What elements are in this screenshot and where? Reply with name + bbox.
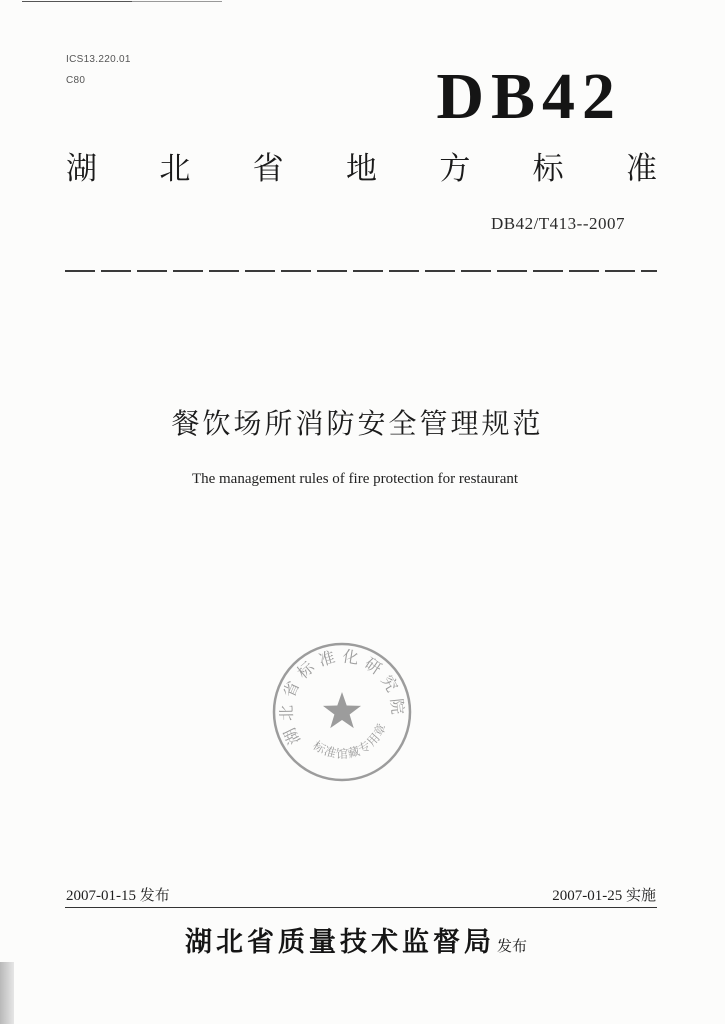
seal-bottom-text: 标准馆藏专用章 [310, 721, 389, 761]
ics-code: ICS13.220.01 [66, 54, 131, 65]
doc-type-char: 方 [439, 151, 471, 187]
scan-edge-shadow [0, 962, 14, 1024]
issue-label: 发布 [139, 888, 170, 904]
publisher-name: 湖北省质量技术监督局 [185, 927, 495, 958]
doc-type-char: 地 [345, 151, 377, 187]
doc-type-row [66, 150, 657, 188]
standard-code-logo: DB42 [436, 60, 622, 133]
doc-type-char: 省 [252, 151, 284, 187]
seal-top-text: 湖北省标准化研究院 [276, 646, 408, 748]
implement-date: 2007-01-25 [552, 888, 623, 904]
scan-edge-line [22, 1, 222, 2]
header-divider [65, 270, 657, 272]
library-seal [267, 637, 417, 787]
issue-date: 2007-01-15 [66, 888, 136, 904]
doc-type-char: 准 [625, 151, 657, 187]
doc-type-char: 标 [532, 151, 564, 187]
title-chinese: 餐饮场所消防安全管理规范 [171, 407, 544, 440]
ccs-code: C80 [66, 75, 86, 86]
footer-divider [65, 907, 657, 908]
publisher [185, 926, 527, 963]
doc-type-char: 湖 [66, 151, 97, 187]
publisher-suffix: 发布 [497, 937, 528, 955]
issue-date-group [66, 887, 170, 905]
star-icon [323, 692, 361, 728]
implement-label: 实施 [625, 888, 656, 904]
doc-type-char: 北 [159, 151, 191, 187]
standard-number: DB42/T413--2007 [490, 214, 625, 233]
title-english: The management rules of fire protection for restaurant [191, 471, 519, 487]
implement-date-group [552, 887, 656, 905]
footer-dates [66, 887, 656, 905]
